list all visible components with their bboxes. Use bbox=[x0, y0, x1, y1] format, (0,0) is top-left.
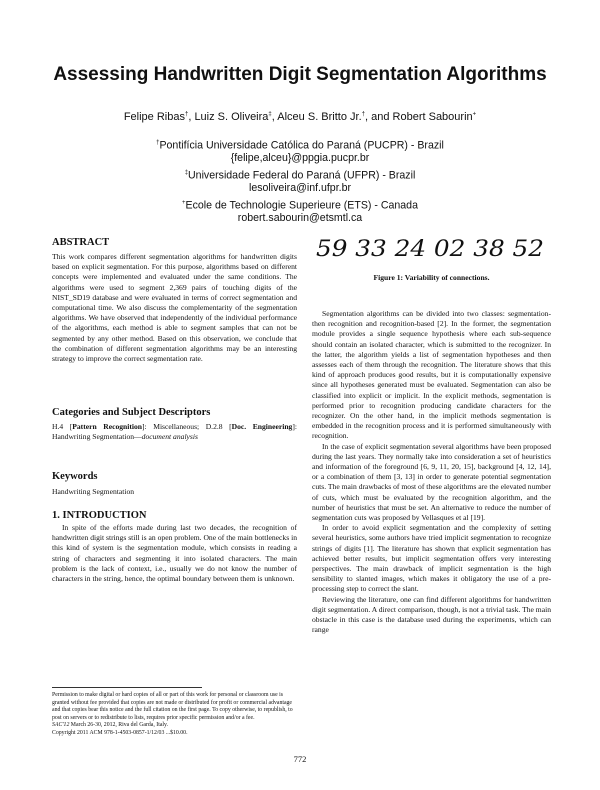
keywords-heading: Keywords bbox=[52, 471, 98, 482]
categories-heading: Categories and Subject Descriptors bbox=[52, 407, 211, 418]
paragraph: In order to avoid explicit segmentation and the complexity of setting several heuristics, some authors have tried implicit segmentation to recognize strings of digits [1]. The literature has shown that explicit segmentation has achieved better results, but implicit segmentation offers very interesting perspectives. The main drawback of implicit segmentation is the high sensibility to slanted images, which makes it obligatory the use of a pre-processing step to correct the slant. bbox=[312, 523, 551, 594]
abstract-heading: ABSTRACT bbox=[52, 237, 110, 248]
author-2: Luiz S. Oliveira bbox=[194, 111, 269, 123]
author-3: Alceu S. Britto Jr. bbox=[277, 111, 362, 123]
affiliation-3: +Ecole de Technologie Superieure (ETS) - Canada robert.sabourin@etsmtl.ca bbox=[182, 199, 418, 225]
keywords-text: Handwriting Segmentation bbox=[52, 487, 135, 496]
page-number: 772 bbox=[293, 754, 307, 764]
affiliation-1: †Pontifícia Universidade Católica do Paraná (PUCPR) - Brazil {felipe,alceu}@ppgia.pucpr.br bbox=[156, 139, 444, 165]
intro-heading: 1. INTRODUCTION bbox=[52, 510, 147, 521]
author-4: and Robert Sabourin bbox=[371, 111, 473, 123]
author-1: Felipe Ribas bbox=[123, 111, 185, 123]
footnote-rule bbox=[52, 687, 202, 688]
paragraph: Segmentation algorithms can be divided into two classes: segmentation-then recognition and recognition-based [2]. In the former, the segmentation module provides a single sequence hypothesis where each sub-sequence should contain an isolated character, which is submitted to the recognizer. In the latter, the algorithm yields a list of segmentation hypotheses and then assesses each of them through the recognition. The literature shows that this kind of approach produces good results, but it is computationally expensive since all hypotheses generated must be evaluated. Segmentation can also be classified into explicit or implicit. In the explicit methods, segmentation is performed prior to recognition producing candidate characters for the recognizer. On the other hand, in the implicit methods segmentation is embedded in the recognition process and it is performed simultaneously with recognition. bbox=[312, 309, 551, 441]
handwritten-digit-string: 59 33 24 02 38 52 bbox=[316, 237, 544, 262]
abstract-text: This work compares different segmentation algorithms for handwritten digits based on explicit segmentation. For this purpose, algorithms based on different concepts were implemented and evaluated under the same conditions. The algorithms were used to segment 2,369 pairs of touching digits of the NIST_SD19 database and were evaluated in terms of correct segmentation and computational time. We also discuss the complementarity of the segmentation algorithms. We have observed that independently of the individual performance of the algorithms, each method is able to segment samples that can not be segmented by any other method. Based on this observation, we conclude that the combination of different segmentation algorithms may be an interesting strategy to improve the correct segmentation rate. bbox=[52, 252, 297, 364]
author-list: Felipe Ribas†, Luiz S. Oliveira‡, Alceu S. Britto Jr.†, and Robert Sabourin+ bbox=[123, 111, 477, 123]
figure-caption: Figure 1: Variability of connections. bbox=[373, 273, 490, 282]
affiliation-2: ‡Universidade Federal do Paraná (UFPR) - Brazil lesoliveira@inf.ufpr.br bbox=[184, 169, 416, 195]
handwritten-digits-figure bbox=[314, 230, 548, 264]
permission-notice: Permission to make digital or hard copies of all or part of this work for personal or classroom use is granted without fee provided that copies are not made or distributed for profit or commercial advantage and that copies bear this notice and the full citation on the first page. To copy otherwise, to republish, to post on servers or to redistribute to lists, requires prior specific permission and/or a fee. SAC'12 March 26-30, 2012, Riva del Garda, Italy. Copyright 2011 ACM 978-1-4503-0857-1/12/03 ...$10.00. bbox=[52, 692, 293, 736]
paragraph: Reviewing the literature, one can find different algorithms for handwritten digit segmentation. A direct comparison, though, is not a trivial task. The main obstacle in this case is the database used during the experiments, which can range bbox=[312, 594, 551, 635]
categories-text: H.4 [Pattern Recognition]: Miscellaneous; D.2.8 [Doc. Engineering]: Handwriting Segmentation—document analysis bbox=[52, 422, 297, 442]
paragraph: In the case of explicit segmentation several algorithms have been proposed during the last years. They normally take into consideration a set of heuristics and information of the foreground [6, 9, 11, 20, 15], background [4, 12, 14], or a combination of them [3, 13] in order to generate potential segmentation cuts. The main drawbacks of most of these algorithms are the elevated number of cuts, which must be evaluated by the recognition algorithm, and the number of heuristics that must be set. An alternative to reduce the number of segmentation cuts was proposed by Vellasques et al [19]. bbox=[312, 441, 551, 523]
intro-text: In spite of the efforts made during last two decades, the recognition of handwritten digit strings still is an open problem. One of the main bottlenecks in this kind of system is the segmentation module, which consists in reading a string of characters and segmenting it into isolated characters. The main problem is the lack of context, i.e., usually we do not know the number of characters in the string, hence, the optimal boundary between them is unknown. bbox=[52, 523, 297, 584]
right-column-text bbox=[312, 309, 551, 636]
paper-title: Assessing Handwritten Digit Segmentation Algorithms bbox=[53, 64, 547, 85]
